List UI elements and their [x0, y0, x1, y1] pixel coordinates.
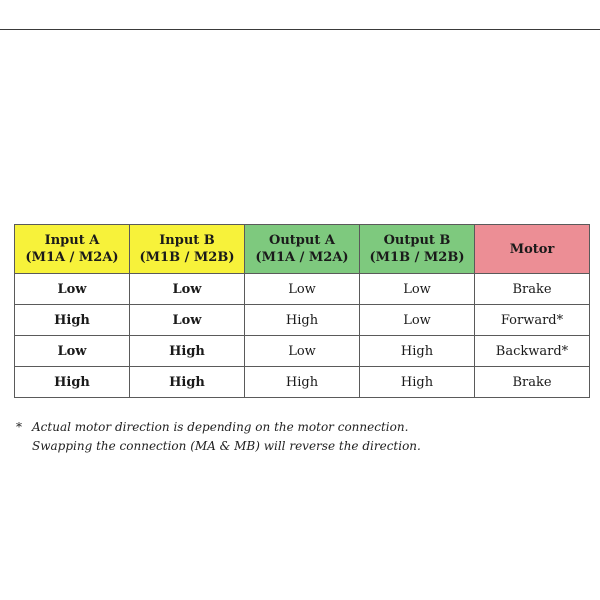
header-title: Input A [44, 233, 100, 248]
header-output-b [360, 225, 475, 274]
cell-input-a: High [15, 305, 130, 336]
header-input-a [15, 225, 130, 274]
cell-motor: Brake [475, 367, 590, 398]
cell-input-b: Low [130, 274, 245, 305]
table-row [15, 274, 590, 305]
cell-motor: Forward* [475, 305, 590, 336]
cell-input-a: Low [15, 336, 130, 367]
header-motor [475, 225, 590, 274]
cell-output-a: High [245, 367, 360, 398]
cell-output-b: High [360, 367, 475, 398]
cell-motor: Backward* [475, 336, 590, 367]
header-subtitle: (M1B / M2B) [139, 250, 235, 265]
cell-output-b: Low [360, 274, 475, 305]
top-divider [0, 29, 600, 30]
table-row [15, 305, 590, 336]
cell-output-b: High [360, 336, 475, 367]
footnote [16, 418, 586, 456]
cell-input-b: High [130, 367, 245, 398]
footnote-line-2: Swapping the connection (MA & MB) will reverse the direction. [32, 439, 421, 453]
cell-input-b: High [130, 336, 245, 367]
table-row [15, 367, 590, 398]
header-output-a [245, 225, 360, 274]
cell-motor: Brake [475, 274, 590, 305]
footnote-text-1: Actual motor direction is depending on the motor connection. [32, 420, 409, 434]
header-title: Output A [269, 233, 335, 248]
table-row [15, 336, 590, 367]
cell-output-b: Low [360, 305, 475, 336]
header-subtitle: (M1A / M2A) [25, 250, 119, 265]
footnote-marker: * [16, 420, 22, 434]
cell-output-a: High [245, 305, 360, 336]
truth-table [14, 224, 590, 398]
footnote-line-1 [16, 418, 586, 437]
cell-output-a: Low [245, 274, 360, 305]
cell-input-b: Low [130, 305, 245, 336]
header-subtitle: (M1A / M2A) [255, 250, 349, 265]
header-title: Motor [509, 241, 555, 257]
cell-output-a: Low [245, 336, 360, 367]
header-title: Input B [159, 233, 215, 248]
header-input-b [130, 225, 245, 274]
header-title: Output B [383, 233, 451, 248]
table-header-row [15, 225, 590, 274]
cell-input-a: Low [15, 274, 130, 305]
header-subtitle: (M1B / M2B) [369, 250, 465, 265]
cell-input-a: High [15, 367, 130, 398]
